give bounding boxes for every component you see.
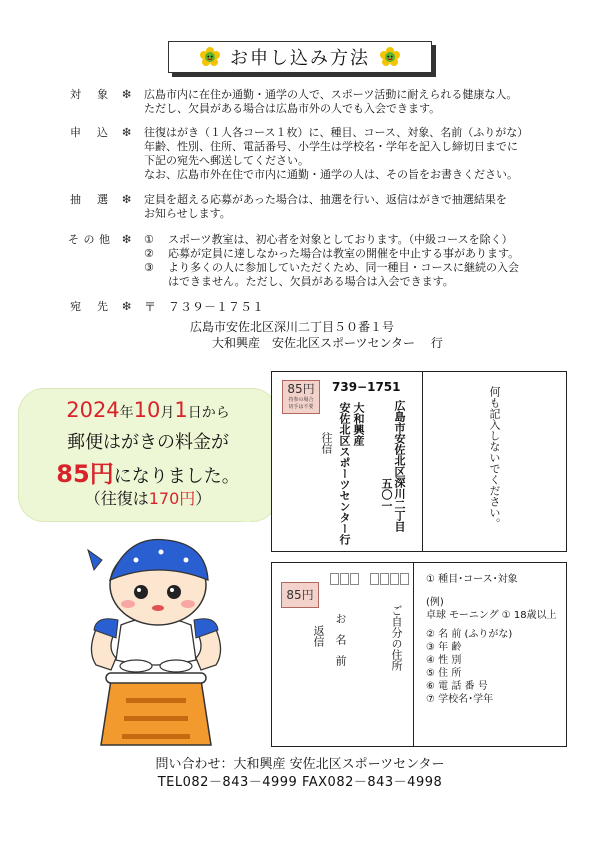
list-item: 卓球 モーニング ① 18歳以上 bbox=[426, 610, 557, 621]
recipient-1: 大和興産 bbox=[352, 402, 365, 446]
lottery-body: 定員を超える応募があった場合は、抽選を行い、返信はがきで抽選結果を お知らせします。 bbox=[144, 193, 507, 220]
notice-bubble bbox=[18, 388, 278, 522]
bubble-line3: 85円になりました。 bbox=[56, 460, 240, 488]
list-item: ⑦ 学校名･学年 bbox=[426, 694, 494, 705]
address-label: 宛先 bbox=[70, 300, 108, 313]
flower-icon bbox=[380, 47, 400, 67]
stamp: 85円 bbox=[281, 582, 319, 608]
list-item: ③ より多くの人に参加していただくため、同一種目・コースに継続の入会 bbox=[144, 261, 520, 274]
mark-icon: ❇ bbox=[122, 88, 132, 101]
apply-body: 往復はがき（１人各コース１枚）に、種目、コース、対象、名前（ふりがな） 年齢、性別、住所、電話番号、小学生は学校名・学年を記入し締切日までに 下記の宛先へ郵送してください。 なお、広島市外在住で市内に通勤・通学の人は、その旨をお書きください。 bbox=[144, 126, 529, 181]
outgoing-address-2: 五〇一 bbox=[380, 478, 393, 511]
bubble-line4: （往復は170円） bbox=[84, 489, 212, 508]
other-label: その他 bbox=[68, 233, 110, 246]
bubble-line2: 郵便はがきの料金が bbox=[67, 432, 229, 453]
bubble-line1: 2024年10月1日から bbox=[66, 398, 230, 422]
zip-box bbox=[400, 573, 409, 585]
target-label: 対象 bbox=[70, 88, 108, 101]
apply-label: 申込 bbox=[70, 126, 108, 139]
mark-icon: ❇ bbox=[122, 193, 132, 206]
address-zip: 〒 ７３９－１７５１ bbox=[144, 300, 265, 314]
lottery-label: 抽選 bbox=[70, 193, 108, 206]
name-label: お名前 bbox=[334, 613, 347, 676]
reply-items bbox=[426, 573, 557, 706]
address-line1: 広島市安佐北区深川二丁目５０番１号 bbox=[190, 320, 395, 334]
stamp: 85円 持参の場合 切手は不要 bbox=[282, 380, 320, 414]
outgoing-address-1: 広島市安佐北区深川二丁目 bbox=[393, 400, 406, 532]
list-item: ① スポーツ教室は、初心者を対象としております。（中級コースを除く） bbox=[144, 233, 513, 246]
list-item: ⑤ 住 所 bbox=[426, 668, 462, 679]
contact-line2: TEL082－843－4999 FAX082－843－4998 bbox=[157, 775, 443, 790]
other-body bbox=[144, 233, 600, 289]
list-item: ③ 年 齢 bbox=[426, 642, 462, 653]
recipient-2: 安佐北区スポーツセンター行 bbox=[338, 402, 351, 545]
zip-box bbox=[330, 573, 339, 585]
reply-label: 返信 bbox=[312, 625, 325, 647]
reply-postcard bbox=[271, 562, 567, 747]
zip-box bbox=[390, 573, 399, 585]
outgoing-postcard bbox=[271, 371, 567, 552]
contact-line1: 問い合わせ：大和興産 安佐北区スポーツセンター bbox=[155, 757, 445, 772]
child-vaulting-illustration bbox=[66, 530, 256, 750]
zip-box bbox=[380, 573, 389, 585]
list-item: はできません。ただし、欠員がある場合は入会できます。 bbox=[168, 275, 454, 288]
list-item: ⑥ 電 話 番 号 bbox=[426, 681, 488, 692]
zip-box bbox=[370, 573, 379, 585]
flower-icon bbox=[200, 47, 220, 67]
mark-icon: ❇ bbox=[122, 300, 132, 313]
back-note: 何も記入しないでください。 bbox=[488, 386, 501, 529]
list-item: ① 種目･コース･対象 bbox=[426, 574, 518, 585]
mark-icon: ❇ bbox=[122, 126, 132, 139]
outgoing-zip: 739−1751 bbox=[332, 380, 401, 394]
target-body: 広島市内に在住か通勤・通学の人で、スポーツ活動に耐えられる健康な人。 ただし、欠員がある場合は広島市外の人でも入会できます。 bbox=[144, 88, 518, 115]
zip-box bbox=[350, 573, 359, 585]
list-item: ② 名 前 (ふりがな) bbox=[426, 629, 513, 640]
title-box bbox=[168, 41, 432, 73]
address-label: ご自分の住所 bbox=[390, 605, 403, 671]
address-line2: 大和興産 安佐北区スポーツセンター 行 bbox=[212, 336, 443, 350]
page-title: お申し込み方法 bbox=[230, 48, 370, 69]
list-item: (例) bbox=[426, 597, 444, 608]
list-item: ② 応募が定員に達しなかった場合は教室の開催を中止する事があります。 bbox=[144, 247, 520, 260]
mark-icon: ❇ bbox=[122, 233, 132, 246]
zip-box bbox=[340, 573, 349, 585]
list-item: ④ 性 別 bbox=[426, 655, 462, 666]
outgoing-label: 往信 bbox=[320, 432, 333, 454]
